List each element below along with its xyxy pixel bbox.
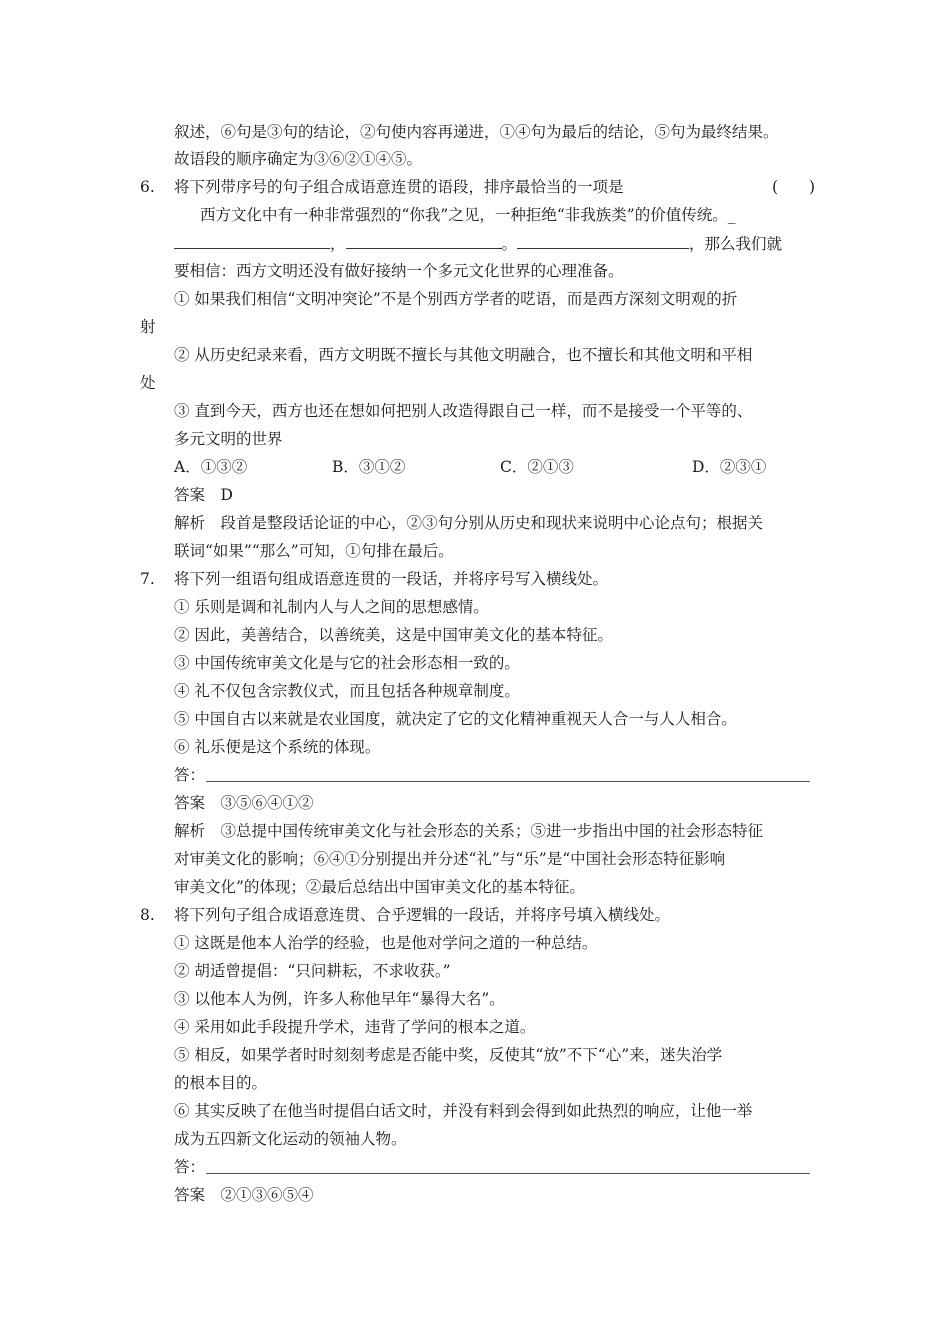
passage-line: 西方文化中有一种非常强烈的“你我”之见，一种拒绝“非我族类”的价值传统。_ bbox=[200, 206, 736, 224]
option-b[interactable]: B．③①② bbox=[332, 458, 406, 476]
option-d[interactable]: D．②③① bbox=[692, 458, 767, 476]
analysis-line: 解析 ③总提中国传统审美文化与社会形态的关系；⑤进一步指出中国的社会形态特征 bbox=[174, 822, 764, 840]
analysis-line: 审美文化”的体现；②最后总结出中国审美文化的基本特征。 bbox=[174, 878, 585, 896]
answer-parentheses: ( ) bbox=[772, 178, 816, 196]
sentence-item: ④ 礼不仅包含宗教仪式，而且包括各种规章制度。 bbox=[174, 682, 520, 700]
blank-2[interactable] bbox=[346, 232, 502, 249]
passage-blanks-line bbox=[174, 232, 782, 255]
answer-label: 答： bbox=[174, 766, 206, 784]
question-stem: 将下列带序号的句子组合成语意连贯的语段，排序最恰当的一项是 bbox=[174, 178, 624, 196]
analysis-line: 解析 段首是整段话论证的中心，②③句分别从历史和现状来说明中心论点句；根据关 bbox=[174, 514, 764, 532]
answer-line: 答案 ③⑤⑥④①② bbox=[174, 794, 314, 812]
blank-separator: ， bbox=[330, 235, 346, 253]
sentence-item: ② 胡适曾提倡：“只问耕耘，不求收获。” bbox=[174, 962, 451, 980]
sentence-item: ③ 直到今天，西方也还在想如何把别人改造得跟自己一样，而不是接受一个平等的、 bbox=[174, 402, 753, 420]
blank-1[interactable] bbox=[174, 232, 330, 249]
passage-line: 要相信：西方文明还没有做好接纳一个多元文化世界的心理准备。 bbox=[174, 262, 624, 280]
sentence-item: ⑤ 相反，如果学者时时刻刻考虑是否能中奖，反使其“放”不下“心”来，迷失治学 bbox=[174, 1046, 723, 1064]
sentence-item-wrap: 成为五四新文化运动的领袖人物。 bbox=[174, 1130, 407, 1148]
passage-text: ，那么我们就 bbox=[689, 235, 783, 253]
blank-separator: 。 bbox=[501, 235, 518, 253]
sentence-item: ② 从历史纪录来看，西方文明既不擅长与其他文明融合，也不擅长和其他文明和平相 bbox=[174, 346, 753, 364]
sentence-item-wrap: 的根本目的。 bbox=[174, 1074, 268, 1092]
prev-analysis-line: 故语段的顺序确定为③⑥②①④⑤。 bbox=[174, 150, 423, 168]
answer-line: 答案 D bbox=[174, 486, 233, 504]
analysis-line: 对审美文化的影响；⑥④①分别提出并分述“礼”与“乐”是“中国社会形态特征影响 bbox=[174, 850, 726, 868]
sentence-item: ③ 以他本人为例，许多人称他早年“暴得大名”。 bbox=[174, 990, 505, 1008]
sentence-item-wrap: 射 bbox=[140, 318, 156, 336]
question-stem: 将下列一组语句组成语意连贯的一段话，并将序号写入横线处。 bbox=[174, 570, 609, 588]
sentence-item-wrap: 处 bbox=[140, 374, 156, 392]
answer-label: 答： bbox=[174, 1158, 206, 1176]
question-stem: 将下列句子组合成语意连贯、合乎逻辑的一段话，并将序号填入横线处。 bbox=[174, 906, 671, 924]
question-number: 8. bbox=[140, 906, 155, 924]
sentence-item: ④ 采用如此手段提升学术，违背了学问的根本之道。 bbox=[174, 1018, 536, 1036]
sentence-item: ① 乐则是调和礼制内人与人之间的思想感情。 bbox=[174, 598, 489, 616]
sentence-item: ② 因此，美善结合，以善统美，这是中国审美文化的基本特征。 bbox=[174, 626, 613, 644]
sentence-item: ⑤ 中国自古以来就是农业国度，就决定了它的文化精神重视天人合一与人人相合。 bbox=[174, 710, 737, 728]
sentence-item: ① 如果我们相信“文明冲突论”不是个别西方学者的呓语，而是西方深刻文明观的折 bbox=[174, 290, 738, 308]
sentence-item: ① 这既是他本人治学的经验，也是他对学问之道的一种总结。 bbox=[174, 934, 598, 952]
blank-3[interactable] bbox=[517, 232, 689, 249]
sentence-item: ⑥ 礼乐便是这个系统的体现。 bbox=[174, 738, 381, 756]
option-c[interactable]: C．②①③ bbox=[500, 458, 574, 476]
option-a[interactable]: A．①③② bbox=[174, 458, 248, 476]
prev-analysis-line: 叙述，⑥句是③句的结论，②句使内容再递进，①④句为最后的结论，⑤句为最终结果。 bbox=[174, 123, 779, 141]
analysis-line: 联词“如果”“那么”可知，①句排在最后。 bbox=[174, 542, 454, 560]
sentence-item: ③ 中国传统审美文化是与它的社会形态相一致的。 bbox=[174, 654, 520, 672]
question-number: 6. bbox=[140, 178, 155, 196]
answer-blank-line[interactable] bbox=[206, 781, 810, 782]
answer-line: 答案 ②①③⑥⑤④ bbox=[174, 1186, 314, 1204]
sentence-item: ⑥ 其实反映了在他当时提倡白话文时，并没有料到会得到如此热烈的响应，让他一举 bbox=[174, 1102, 753, 1120]
sentence-item-wrap: 多元文明的世界 bbox=[174, 430, 283, 448]
question-number: 7. bbox=[140, 570, 155, 588]
answer-blank-line[interactable] bbox=[206, 1173, 810, 1174]
